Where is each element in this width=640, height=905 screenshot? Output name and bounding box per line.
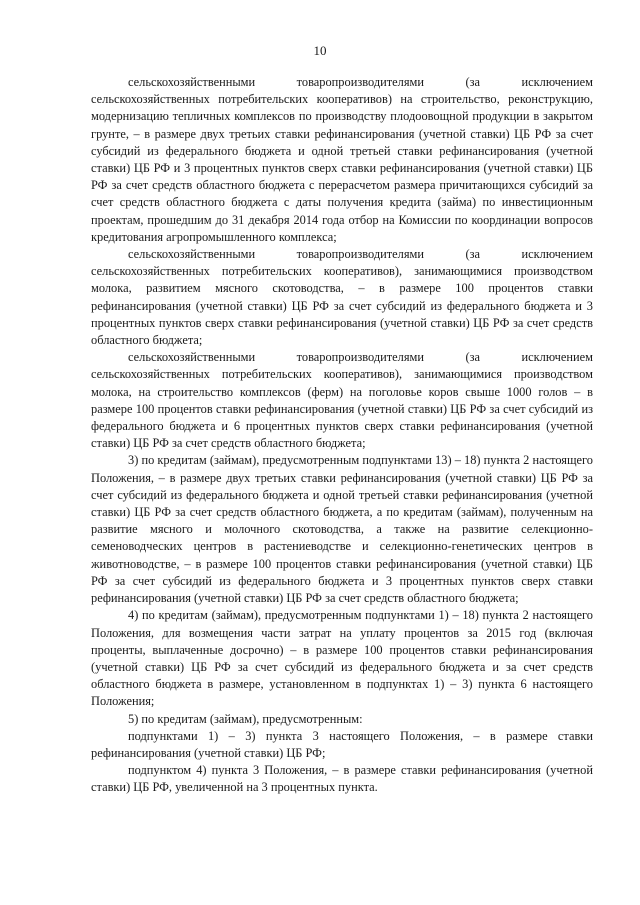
paragraph-item-5-subitem-2: подпунктом 4) пункта 3 Положения, – в размере ставки рефинансирования (учетной ставки) ЦБ РФ, увеличенной на 3 процентных пункта.	[91, 763, 593, 795]
document-body	[91, 74, 593, 797]
paragraph-item-3: 3) по кредитам (займам), предусмотренным подпунктами 13) – 18) пункта 2 настоящего Положения, – в размере двух третьих ставки рефинансирования (учетной ставки) ЦБ РФ за счет субсидий из федерального бюджета и одной третьей ставки рефинансирования (учетной ставки) ЦБ РФ за счет средств областного бюджета, а по кредитам (займам), полученным на развитие мясного и молочного скотоводства, а также на развитие селекционно-семеноводческих центров в растениеводстве и селекционно-генетических центров в животноводстве, – в размере 100 процентов ставки рефинансирования (учетной ставки) ЦБ РФ за счет субсидий из федерального бюджета и 3 процентных пунктов сверх ставки рефинансирования (учетной ставки) ЦБ РФ за счет средств областного бюджета;	[91, 453, 593, 606]
paragraph-item-5-subitem-1: подпунктами 1) – 3) пункта 3 настоящего Положения, – в размере ставки рефинансирования (учетной ставки) ЦБ РФ;	[91, 728, 593, 760]
paragraph-dairy-complex-construction: сельскохозяйственными товаропроизводителями (за исключением сельскохозяйственных потребительских кооперативов), занимающимися производством молока, на строительство комплексов (ферм) на поголовье коров свыше 1000 голов – в размере 100 процентов ставки рефинансирования (учетной ставки) ЦБ РФ за счет субсидий из федерального бюджета и 6 процентных пунктов сверх ставки рефинансирования (учетной ставки) ЦБ РФ за счет средств областного бюджета;	[91, 350, 593, 451]
paragraph-dairy-beef-producers: сельскохозяйственными товаропроизводителями (за исключением сельскохозяйственных потребительских кооперативов), занимающимися производством молока, развитием мясного скотоводства, – в размере 100 процентов ставки рефинансирования (учетной ставки) ЦБ РФ за счет субсидий из федерального бюджета и 3 процентных пунктов сверх ставки рефинансирования (учетной ставки) ЦБ РФ за счет средств областного бюджета;	[91, 247, 593, 348]
paragraph-item-4: 4) по кредитам (займам), предусмотренным подпунктами 1) – 18) пункта 2 настоящего Положения, для возмещения части затрат на уплату процентов за 2015 год (включая проценты, выплаченные досрочно) – в размере 100 процентов ставки рефинансирования (учетной ставки) ЦБ РФ за счет субсидий из федерального бюджета и за счет средств областного бюджета в размере, установленном в подпунктах 1) – 3) пункта 6 настоящего Положения;	[91, 608, 593, 709]
paragraph-item-5: 5) по кредитам (займам), предусмотренным:	[128, 711, 363, 726]
page-number: 10	[313, 43, 327, 58]
paragraph-greenhouse-producers: сельскохозяйственными товаропроизводителями (за исключением сельскохозяйственных потребительских кооперативов) на строительство, реконструкцию, модернизацию тепличных комплексов по производству плодоовощной продукции в закрытом грунте, – в размере двух третьих ставки рефинансирования (учетной ставки) ЦБ РФ за счет субсидий из федерального бюджета и одной третьей ставки рефинансирования (учетной ставки) ЦБ РФ и 3 процентных пунктов сверх ставки рефинансирования (учетной ставки) ЦБ РФ за счет средств областного бюджета с перерасчетом размера причитающихся субсидий за счет средств областного бюджета с даты получения кредита (займа) по инвестиционным проектам, прошедшим до 31 декабря 2014 года отбор на Комиссии по координации вопросов кредитования агропромышленного комплекса;	[91, 75, 593, 244]
